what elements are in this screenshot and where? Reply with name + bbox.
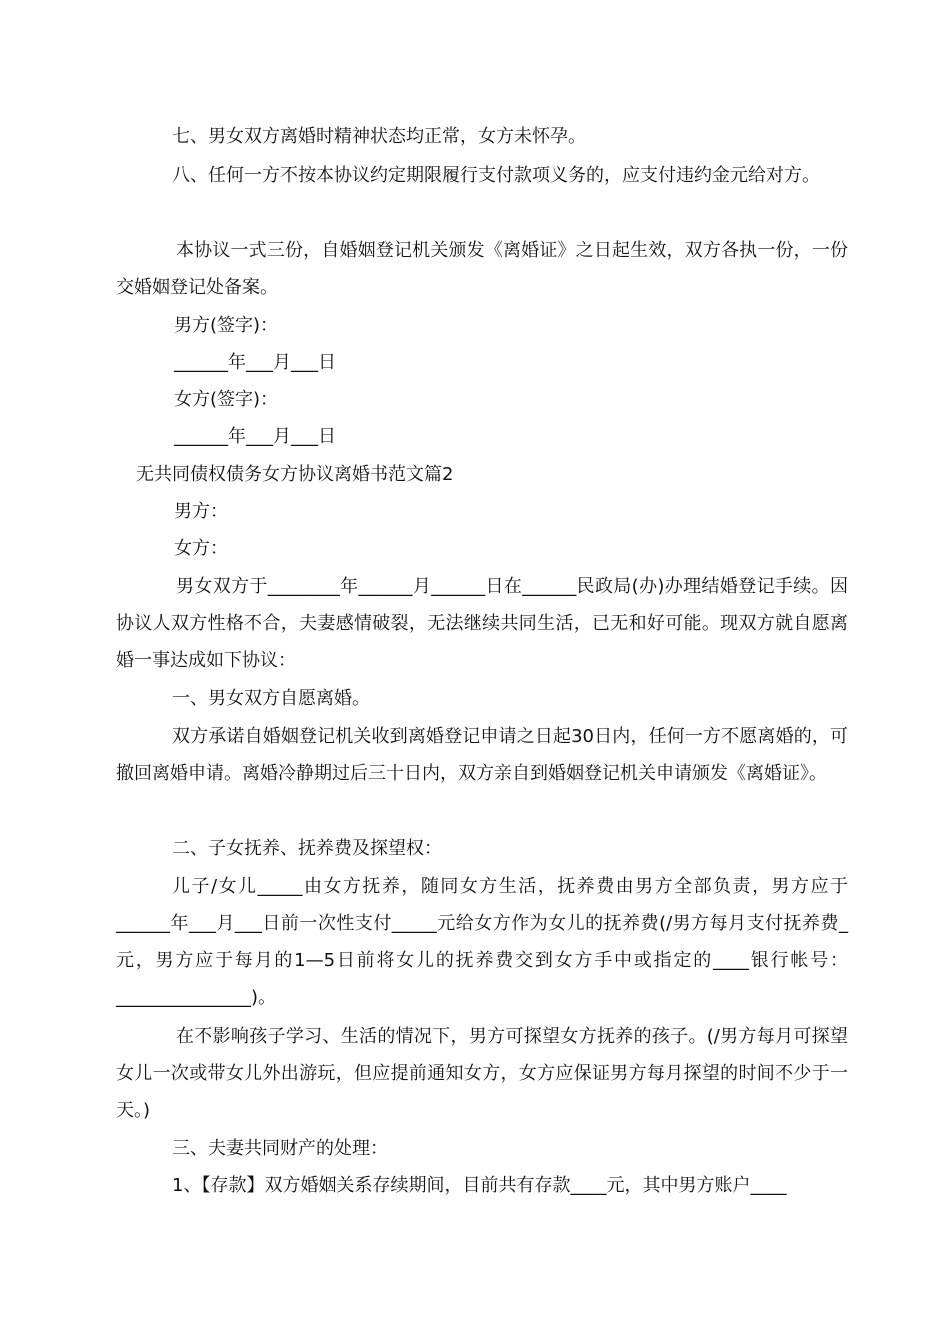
paragraph-1: 一、男女双方自愿离婚。 [172, 688, 370, 709]
paragraph-3: 三、夫妻共同财产的处理： [172, 1138, 388, 1159]
paragraph-marriage-registration: 男女双方于________年______月______日在______民政局(办)办理结婚登记手续。因协议人双方性格不合，夫妻感情破裂，无法继续共同生活，已无和好可能。现双方就自愿离婚一事达成如下协议： [116, 576, 848, 671]
paragraph-child-support: 儿子/女儿_____由女方抚养，随同女方生活，抚养费由男方全部负责，男方应于______年___月___日前一次性支付_____元给女方作为女儿的抚养费(/男方每月支付抚养费_元，男方应于每月的1—5日前将女儿的抚养费交到女方手中或指定的____银行帐号：_______________)。 [116, 876, 848, 1008]
female-signature-date: ______年___月___日 [174, 426, 336, 447]
paragraph-cooling-off: 双方承诺自婚姻登记机关收到离婚登记申请之日起30日内，任何一方不愿离婚的，可撤回离婚申请。离婚冷静期过后三十日内，双方亲自到婚姻登记机关申请颁发《离婚证》。 [116, 726, 848, 784]
female-signature-label: 女方(签字)： [174, 389, 279, 410]
paragraph-8: 八、任何一方不按本协议约定期限履行支付款项义务的，应支付违约金元给对方。 [172, 165, 820, 186]
section-title: 无共同债权债务女方协议离婚书范文篇2 [136, 464, 454, 485]
male-signature-label: 男方(签字)： [174, 315, 279, 336]
female-label: 女方： [174, 538, 228, 559]
male-signature-date: ______年___月___日 [174, 352, 336, 373]
paragraph-deposits: 1、【存款】双方婚姻关系存续期间，目前共有存款____元，其中男方账户____ [172, 1175, 787, 1196]
paragraph-7: 七、男女双方离婚时精神状态均正常，女方未怀孕。 [172, 126, 586, 147]
male-label: 男方： [174, 501, 228, 522]
paragraph-agreement-copies: 本协议一式三份，自婚姻登记机关颁发《离婚证》之日起生效，双方各执一份，一份交婚姻登记处备案。 [116, 240, 848, 298]
paragraph-visitation: 在不影响孩子学习、生活的情况下，男方可探望女方抚养的孩子。(/男方每月可探望女儿一次或带女儿外出游玩，但应提前通知女方，女方应保证男方每月探望的时间不少于一天。) [116, 1026, 848, 1121]
paragraph-2: 二、子女抚养、抚养费及探望权： [172, 838, 442, 859]
